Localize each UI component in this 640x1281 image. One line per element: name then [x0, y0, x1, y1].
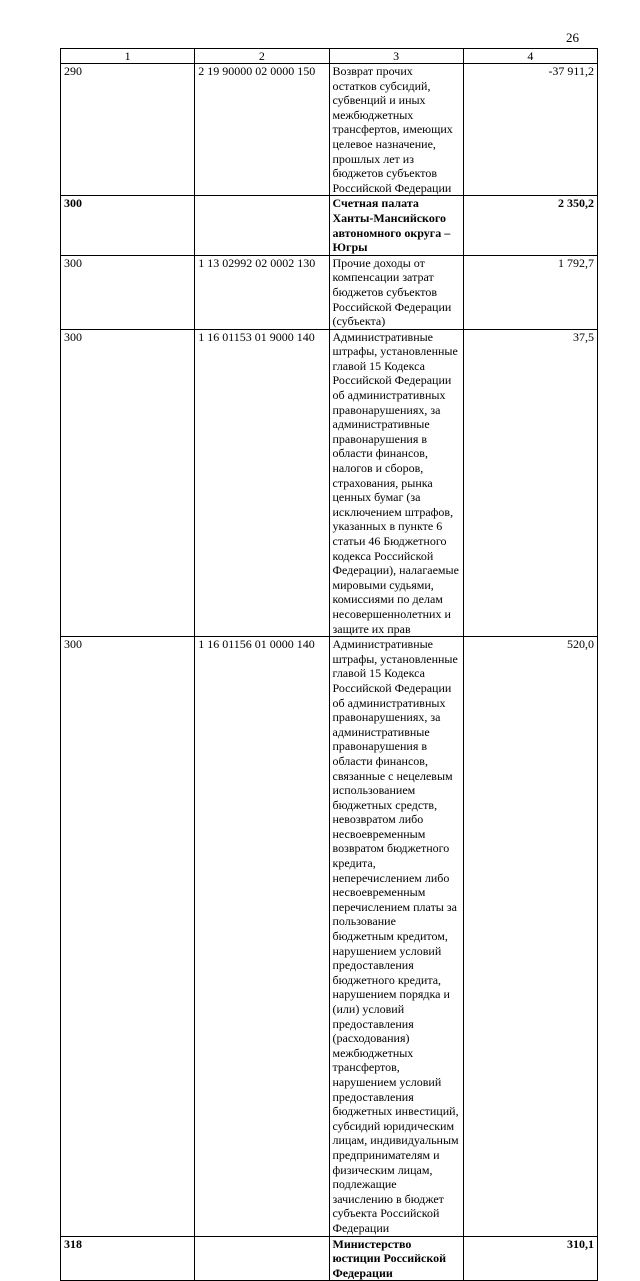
admin-code-cell: 300 [61, 637, 195, 1236]
table-row [61, 1236, 598, 1281]
budget-classification-code-cell: 1 16 01156 01 0000 140 [195, 637, 329, 1236]
table-row [61, 64, 598, 196]
budget-classification-code-cell: 1 13 02992 02 0002 130 [195, 255, 329, 329]
admin-code-cell: 318 [61, 1236, 195, 1281]
amount-cell: 310,1 [463, 1236, 597, 1281]
table-row [61, 329, 598, 636]
admin-code-cell: 300 [61, 196, 195, 255]
admin-code-cell: 290 [61, 64, 195, 196]
header-col-3: 3 [329, 49, 463, 64]
amount-cell: -37 911,2 [463, 64, 597, 196]
revenue-name-cell: Счетная палата Ханты-Мансийского автономного округа – Югры [329, 196, 463, 255]
table-body [61, 64, 598, 1281]
table-row [61, 637, 598, 1236]
revenue-name-cell: Административные штрафы, установленные главой 15 Кодекса Российской Федерации об административных правонарушениях, за административные правонарушения в области финансов, налогов и сборов, страхования, рынка ценных бумаг (за исключением штрафов, указанных в пункте 6 статьи 46 Бюджетного кодекса Российской Федерации), налагаемые мировыми судьями, комиссиями по делам несовершеннолетних и защите их прав [329, 329, 463, 636]
header-col-4: 4 [463, 49, 597, 64]
header-row [61, 49, 598, 64]
budget-classification-code-cell: 2 19 90000 02 0000 150 [195, 64, 329, 196]
table-header [61, 49, 598, 64]
table-row [61, 196, 598, 255]
revenue-name-cell: Административные штрафы, установленные главой 15 Кодекса Российской Федерации об административных правонарушениях, за административные правонарушения в области финансов, связанные с нецелевым использованием бюджетных средств, невозвратом либо несвоевременным возвратом бюджетного кредита, неперечислением либо несвоевременным перечислением платы за пользование бюджетным кредитом, нарушением условий предоставления бюджетного кредита, нарушением порядка и (или) условий предоставления (расходования) межбюджетных трансфертов, нарушением условий предоставления бюджетных инвестиций, субсидий юридическим лицам, индивидуальным предпринимателям и физическим лицам, подлежащие зачислению в бюджет субъекта Российской Федерации [329, 637, 463, 1236]
revenue-name-cell: Возврат прочих остатков субсидий, субвенций и иных межбюджетных трансфертов, имеющих целевое назначение, прошлых лет из бюджетов субъектов Российской Федерации [329, 64, 463, 196]
budget-classification-code-cell [195, 196, 329, 255]
admin-code-cell: 300 [61, 329, 195, 636]
table-row [61, 255, 598, 329]
budget-classification-code-cell [195, 1236, 329, 1281]
revenue-name-cell: Прочие доходы от компенсации затрат бюджетов субъектов Российской Федерации (субъекта) [329, 255, 463, 329]
header-col-1: 1 [61, 49, 195, 64]
admin-code-cell: 300 [61, 255, 195, 329]
budget-revenue-table [60, 48, 598, 1281]
revenue-name-cell: Министерство юстиции Российской Федерации [329, 1236, 463, 1281]
header-col-2: 2 [195, 49, 329, 64]
amount-cell: 520,0 [463, 637, 597, 1236]
budget-classification-code-cell: 1 16 01153 01 9000 140 [195, 329, 329, 636]
amount-cell: 37,5 [463, 329, 597, 636]
page-number: 26 [566, 30, 579, 45]
amount-cell: 1 792,7 [463, 255, 597, 329]
amount-cell: 2 350,2 [463, 196, 597, 255]
